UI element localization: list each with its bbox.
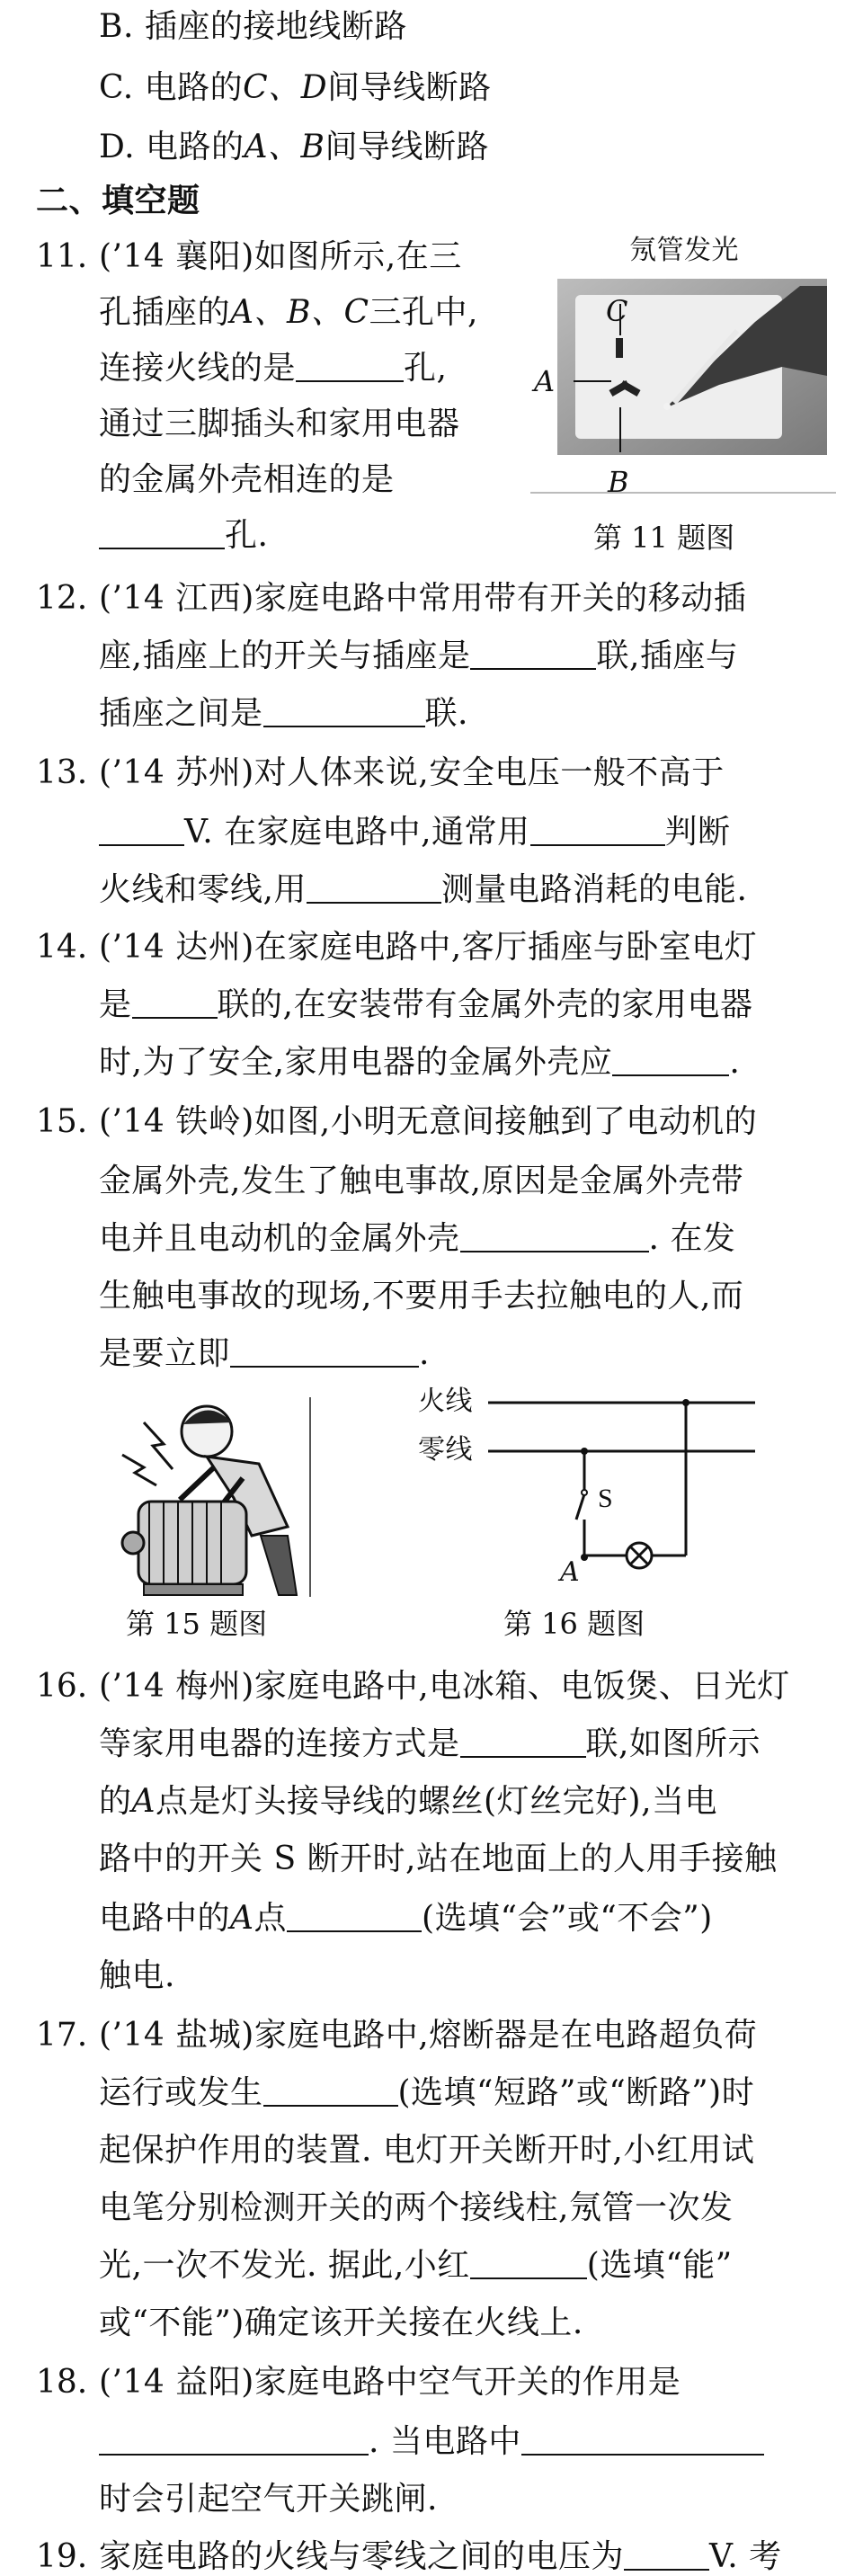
q11-line2: 孔插座的A、B、C三孔中, (99, 294, 478, 331)
q16-blank-2[interactable] (287, 1903, 422, 1932)
q16-line3: 的A点是灯头接导线的螺丝(灯丝完好),当电 (99, 1783, 718, 1820)
q15-line3: 电并且电动机的金属外壳 . 在发 (99, 1220, 736, 1257)
q16-line6: 触电. (99, 1957, 175, 1994)
q18-number: 18. (36, 2364, 88, 2401)
q11-line5: 的金属外壳相连的是 (99, 461, 395, 498)
q15-number: 15. (36, 1103, 88, 1140)
q11-figure (530, 232, 836, 511)
q13-line2: V. 在家庭电路中,通常用 判断 (99, 816, 731, 849)
q16-caption: 第 16 题图 (503, 1607, 645, 1641)
q14-line3: 时,为了安全,家用电器的金属外壳应 . (99, 1044, 741, 1081)
q11-figure-label: 氖管发光 (629, 235, 739, 266)
q14-blank-2[interactable] (612, 1047, 729, 1076)
q16-blank-1[interactable] (460, 1729, 586, 1758)
q11-blank-2[interactable] (99, 521, 225, 549)
q16-figure (400, 1385, 787, 1609)
option-d: D. 电路的A、B间导线断路 (99, 129, 489, 165)
q14-number: 14. (36, 929, 88, 966)
q15-line5: 是要立即 . (99, 1335, 430, 1372)
q11-label-b: B (608, 465, 630, 499)
q16-line4: 路中的开关 S 断开时,站在地面上的人用手接触 (99, 1841, 778, 1877)
q16-label-neutral: 零线 (418, 1434, 473, 1466)
q12-blank-2[interactable] (263, 699, 425, 727)
q15-line4: 生触电事故的现场,不要用手去拉触电的人,而 (99, 1278, 744, 1315)
q14-line2: 是 联的,在安装带有金属外壳的家用电器 (99, 986, 753, 1023)
section-title: 二、填空题 (36, 183, 200, 219)
q15-blank-1[interactable] (460, 1224, 649, 1252)
q11-line6: 孔. (99, 520, 268, 552)
q16-line1: (’14 梅州)家庭电路中,电冰箱、电饭煲、日光灯 (99, 1668, 790, 1705)
q15-line1: (’14 铁岭)如图,小明无意间接触到了电动机的 (99, 1103, 758, 1140)
q12-blank-1[interactable] (470, 641, 596, 670)
q17-line3: 起保护作用的装置. 电灯开关断开时,小红用试 (99, 2132, 755, 2169)
q14-line1: (’14 达州)在家庭电路中,客厅插座与卧室电灯 (99, 929, 758, 966)
q17-number: 17. (36, 2017, 88, 2054)
circuit-diagram (400, 1385, 787, 1609)
q15-caption: 第 15 题图 (126, 1607, 268, 1641)
q11-line1: (’14 襄阳)如图所示,在三 (99, 238, 462, 275)
q15-figure (108, 1392, 324, 1608)
q11-label-a: A (534, 364, 556, 398)
option-c: C. 电路的C、D间导线断路 (99, 69, 492, 106)
q11-number: 11. (36, 238, 88, 275)
q14-blank-1[interactable] (132, 990, 218, 1019)
q17-blank-1[interactable] (263, 2078, 398, 2107)
option-b: B. 插座的接地线断路 (99, 8, 407, 45)
q17-line4: 电笔分别检测开关的两个接线柱,氖管一次发 (99, 2189, 734, 2226)
q12-number: 12. (36, 580, 88, 617)
q16-switch-label: S (598, 1484, 614, 1513)
q11-label-c: C (606, 294, 628, 328)
q18-line2: . 当电路中 (99, 2426, 764, 2458)
q19-line1: 家庭电路的火线与零线之间的电压为 V. 考 (99, 2538, 782, 2575)
q18-line3: 时会引起空气开关跳闸. (99, 2481, 438, 2518)
q15-line2: 金属外壳,发生了触电事故,原因是金属外壳带 (99, 1163, 744, 1199)
q16-line2: 等家用电器的连接方式是 联,如图所示 (99, 1725, 761, 1762)
q12-line1: (’14 江西)家庭电路中常用带有开关的移动插 (99, 580, 747, 617)
q18-blank-2[interactable] (521, 2427, 764, 2456)
q13-number: 13. (36, 754, 88, 791)
q16-point-label: A (560, 1556, 581, 1588)
q17-blank-2[interactable] (470, 2251, 587, 2279)
q19-blank-1[interactable] (624, 2542, 709, 2571)
q11-blank-1[interactable] (296, 353, 404, 382)
q18-line1: (’14 益阳)家庭电路中空气开关的作用是 (99, 2364, 681, 2401)
q13-blank-1[interactable] (99, 817, 184, 846)
q11-line4: 通过三脚插头和家用电器 (99, 406, 460, 442)
q12-line2: 座,插座上的开关与插座是 联,插座与 (99, 637, 739, 674)
q12-line3: 插座之间是 联. (99, 695, 468, 732)
q15-blank-2[interactable] (230, 1339, 419, 1368)
q16-number: 16. (36, 1668, 88, 1705)
q16-line5: 电路中的A点 (选填“会”或“不会”) (99, 1900, 713, 1937)
q13-line1: (’14 苏州)对人体来说,安全电压一般不高于 (99, 754, 725, 791)
q18-blank-1[interactable] (99, 2427, 369, 2456)
q17-line2: 运行或发生 (选填“短路”或“断路”)时 (99, 2074, 755, 2111)
q11-caption: 第 11 题图 (593, 521, 735, 555)
socket-photo (530, 232, 836, 511)
q11-line3: 连接火线的是 孔, (99, 350, 448, 387)
q13-line3: 火线和零线,用 测量电路消耗的电能. (99, 871, 748, 908)
q16-label-live: 火线 (418, 1386, 473, 1417)
q17-line5: 光,一次不发光. 据此,小红 (选填“能” (99, 2247, 733, 2284)
q13-blank-2[interactable] (530, 817, 665, 846)
q13-blank-3[interactable] (307, 875, 441, 904)
q17-line6: 或“不能”)确定该开关接在火线上. (99, 2304, 583, 2341)
shock-illustration (108, 1392, 324, 1608)
q17-line1: (’14 盐城)家庭电路中,熔断器是在电路超负荷 (99, 2017, 758, 2054)
q19-number: 19. (36, 2538, 88, 2575)
